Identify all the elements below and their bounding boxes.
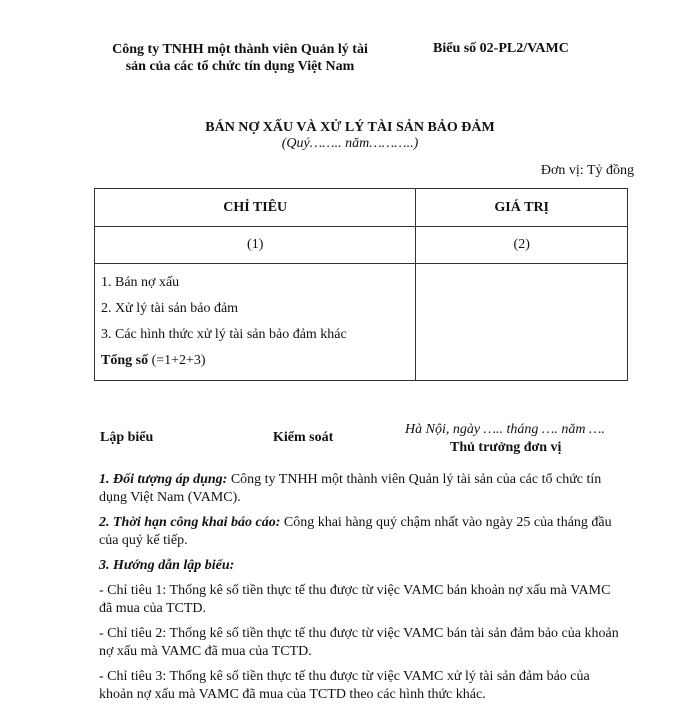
note-deadline-text: Công khai hàng quý chậm nhất vào ngày 25 của tháng đầu của quý kế tiếp. <box>99 515 612 548</box>
report-period: (Quý…….. năm………..) <box>281 136 419 151</box>
table-header-row <box>95 189 628 227</box>
notes-section <box>99 471 627 711</box>
column-number-2: (2) <box>416 227 628 264</box>
indicator-item-1: 1. Bán nợ xấu <box>101 275 180 290</box>
header-value: GIÁ TRỊ <box>416 189 628 227</box>
head-of-unit-label: Thủ trưởng đơn vị <box>450 440 562 455</box>
column-number-1: (1) <box>95 227 416 264</box>
guide-item-1: - Chỉ tiêu 1: Thống kê số tiền thực tế thu được từ việc VAMC bán khoản nợ xấu mà VAMC đã mua của TCTD. <box>99 583 611 616</box>
report-title: BÁN NỢ XẤU VÀ XỬ LÝ TÀI SẢN BẢO ĐẢM <box>205 120 495 135</box>
guide-item-2: - Chỉ tiêu 2: Thống kê số tiền thực tế thu được từ việc VAMC bán tài sản đảm bảo của khoản nợ xấu mà VAMC đã mua của TCTD. <box>99 626 619 659</box>
header-indicator: CHỈ TIÊU <box>95 189 416 227</box>
note-guide-label: 3. Hướng dẫn lập biểu: <box>99 558 235 573</box>
total-label: Tổng số <box>101 353 149 368</box>
note-guide <box>99 557 627 575</box>
table-data-row <box>95 264 628 381</box>
checked-by-label: Kiểm soát <box>273 430 334 445</box>
note-deadline-label: 2. Thời hạn công khai báo cáo: <box>99 515 281 530</box>
organization-name-line1: Công ty TNHH một thành viên Quản lý tài <box>112 42 368 57</box>
indicator-item-3: 3. Các hình thức xử lý tài sản bảo đảm khác <box>101 327 347 342</box>
indicator-cell <box>95 264 416 381</box>
guide-item-3: - Chỉ tiêu 3: Thống kê số tiền thực tế thu được từ việc VAMC xử lý tài sản đảm bảo của khoản nợ xấu mà VAMC đã mua của TCTD theo các hình thức khác. <box>99 669 590 702</box>
indicator-item-2: 2. Xử lý tài sản bảo đảm <box>101 301 239 316</box>
form-code: Biểu số 02-PL2/VAMC <box>433 41 569 56</box>
column-number-row <box>95 227 628 264</box>
note-scope-label: 1. Đối tượng áp dụng: <box>99 472 228 487</box>
prepared-by-label: Lập biểu <box>100 430 154 445</box>
organization-name-line2: sản của các tổ chức tín dụng Việt Nam <box>125 59 355 74</box>
note-scope <box>99 471 627 507</box>
total-formula: (=1+2+3) <box>148 353 206 368</box>
indicator-total <box>101 348 415 374</box>
note-deadline <box>99 514 627 550</box>
report-table <box>94 188 628 381</box>
place-date: Hà Nội, ngày ….. tháng …. năm …. <box>405 422 605 437</box>
unit-label: Đơn vị: Tỷ đồng <box>540 163 634 178</box>
organization-name <box>95 41 385 75</box>
note-scope-text: Công ty TNHH một thành viên Quản lý tài sản của các tổ chức tín dụng Việt Nam (VAMC). <box>99 472 602 505</box>
value-cell <box>416 264 628 381</box>
